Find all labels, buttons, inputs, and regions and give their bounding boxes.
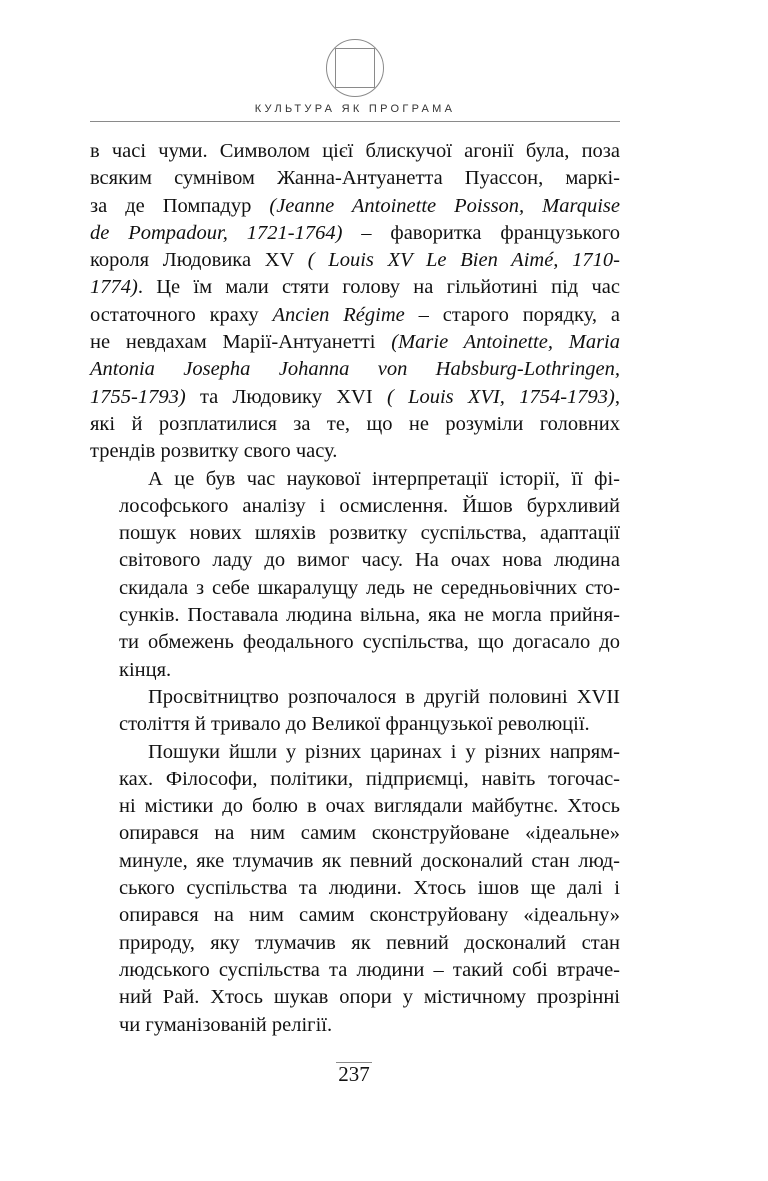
text-line bbox=[90, 547, 620, 574]
paragraph bbox=[90, 684, 620, 739]
circle-square-emblem-icon bbox=[325, 38, 385, 98]
running-head-title: КУЛЬТУРА ЯК ПРОГРАМА bbox=[254, 103, 456, 115]
text-line bbox=[90, 820, 620, 847]
text-run: сунків. Поставала людина вільна, яка не могла прийня- bbox=[119, 604, 620, 627]
text-run: ського суспільства та людини. Хтось ішов ще далі і bbox=[119, 877, 620, 900]
text-run: чи гуманізованій релігії. bbox=[119, 1013, 333, 1036]
text-run: трендів розвитку свого часу. bbox=[90, 440, 338, 463]
text-run: ні містики до болю в очах виглядали майбутнє. Хтось bbox=[119, 795, 620, 818]
text-run: ках. Філософи, політики, підприємці, навіть тогочас- bbox=[119, 767, 620, 790]
text-line bbox=[90, 193, 620, 220]
text-run: пошук нових шляхів розвитку суспільства, адаптації bbox=[119, 522, 620, 545]
text-line bbox=[90, 684, 620, 711]
text-run: – старого порядку, а bbox=[404, 303, 620, 326]
text-line bbox=[90, 739, 620, 766]
text-line bbox=[90, 384, 620, 411]
text-run: остаточного краху bbox=[90, 303, 273, 326]
italic-text-run: ( Louis XVI, 1754-1793) bbox=[386, 385, 615, 408]
text-line bbox=[90, 657, 620, 684]
paragraph bbox=[90, 739, 620, 1039]
text-run: століття й тривало до Великої французької революції. bbox=[119, 713, 590, 736]
text-line bbox=[90, 711, 620, 738]
text-run: минуле, яке тлумачив як певний досконалий стан люд- bbox=[119, 849, 620, 872]
text-line bbox=[90, 957, 620, 984]
text-line bbox=[90, 848, 620, 875]
text-run: природу, яку тлумачив як певний досконалий стан bbox=[119, 931, 620, 954]
paragraph bbox=[90, 138, 620, 466]
text-line bbox=[90, 766, 620, 793]
text-line bbox=[90, 984, 620, 1011]
text-line bbox=[90, 902, 620, 929]
text-line bbox=[90, 138, 620, 165]
text-run: людського суспільства та людини – такий собі втраче- bbox=[119, 958, 620, 981]
text-line bbox=[90, 493, 620, 520]
text-run: не невдахам Марії-Антуанетті bbox=[90, 331, 392, 354]
italic-text-run: de Pompadour, 1721-1764) bbox=[90, 221, 343, 244]
page-number: 237 bbox=[338, 1062, 370, 1086]
text-run: . Це їм мали стяти голову на гільйотині під час bbox=[137, 276, 620, 299]
text-run: Пошуки йшли у різних царинах і у різних напрям- bbox=[148, 740, 620, 763]
header-rule bbox=[90, 121, 620, 122]
text-run: за де Помпадур bbox=[90, 194, 270, 217]
paragraph bbox=[90, 466, 620, 684]
text-run: кінця. bbox=[119, 658, 172, 681]
text-line bbox=[90, 575, 620, 602]
text-line bbox=[90, 302, 620, 329]
text-line bbox=[90, 602, 620, 629]
text-line bbox=[90, 356, 620, 383]
text-run: які й розплатилися за те, що не розуміли головних bbox=[90, 412, 620, 435]
text-run: опирався на ним самим сконструйоване «ідеальне» bbox=[119, 822, 620, 845]
text-line bbox=[90, 629, 620, 656]
italic-text-run: Antonia Josepha Johanna von Habsburg-Lothringen, bbox=[90, 358, 620, 381]
text-run: , bbox=[614, 385, 620, 408]
text-line bbox=[90, 875, 620, 902]
text-run: ний Рай. Хтось шукав опори у містичному прозрінні bbox=[119, 986, 620, 1009]
text-run: короля Людовика XV bbox=[90, 249, 308, 272]
text-run: опирався на ним самим сконструйовану «ідеальну» bbox=[119, 904, 620, 927]
text-run: світового ладу до вимог часу. На очах нова людина bbox=[119, 549, 620, 572]
text-line bbox=[90, 930, 620, 957]
italic-text-run: 1755-1793) bbox=[90, 385, 186, 408]
italic-text-run: (Jeanne Antoinette Poisson, Marquise bbox=[269, 194, 620, 217]
text-run: та Людовику XVI bbox=[185, 385, 387, 408]
text-run: скидала з себе шкаралущу ледь не середньовічних сто- bbox=[119, 576, 620, 599]
text-line bbox=[90, 165, 620, 192]
text-line bbox=[90, 247, 620, 274]
text-run: лософського аналізу і осмислення. Йшов бурхливий bbox=[119, 494, 620, 517]
text-run: ти обмежень феодального суспільства, що догасало до bbox=[119, 631, 620, 654]
text-line bbox=[90, 329, 620, 356]
text-run: всяким сумнівом Жанна-Антуанетта Пуассон, маркі- bbox=[90, 167, 620, 190]
text-line bbox=[90, 411, 620, 438]
text-line bbox=[90, 466, 620, 493]
body-text bbox=[90, 138, 620, 1039]
text-line bbox=[90, 520, 620, 547]
text-line bbox=[90, 220, 620, 247]
text-line bbox=[90, 1012, 620, 1039]
text-run: – фаворитка французького bbox=[342, 221, 620, 244]
italic-text-run: ( Louis XV Le Bien Aimé, 1710- bbox=[307, 249, 620, 272]
text-line bbox=[90, 793, 620, 820]
italic-text-run: (Marie Antoinette, Maria bbox=[391, 331, 620, 354]
text-run: в часі чуми. Символом цієї блискучої агонії була, поза bbox=[90, 140, 620, 162]
text-line bbox=[90, 274, 620, 301]
italic-text-run: 1774) bbox=[90, 276, 138, 299]
text-run: А це був час наукової інтерпретації історії, її фі- bbox=[148, 467, 620, 490]
text-run: Просвітництво розпочалося в другій половині XVII bbox=[148, 685, 620, 708]
italic-text-run: Ancien Régime bbox=[272, 303, 405, 326]
text-line bbox=[90, 438, 620, 465]
